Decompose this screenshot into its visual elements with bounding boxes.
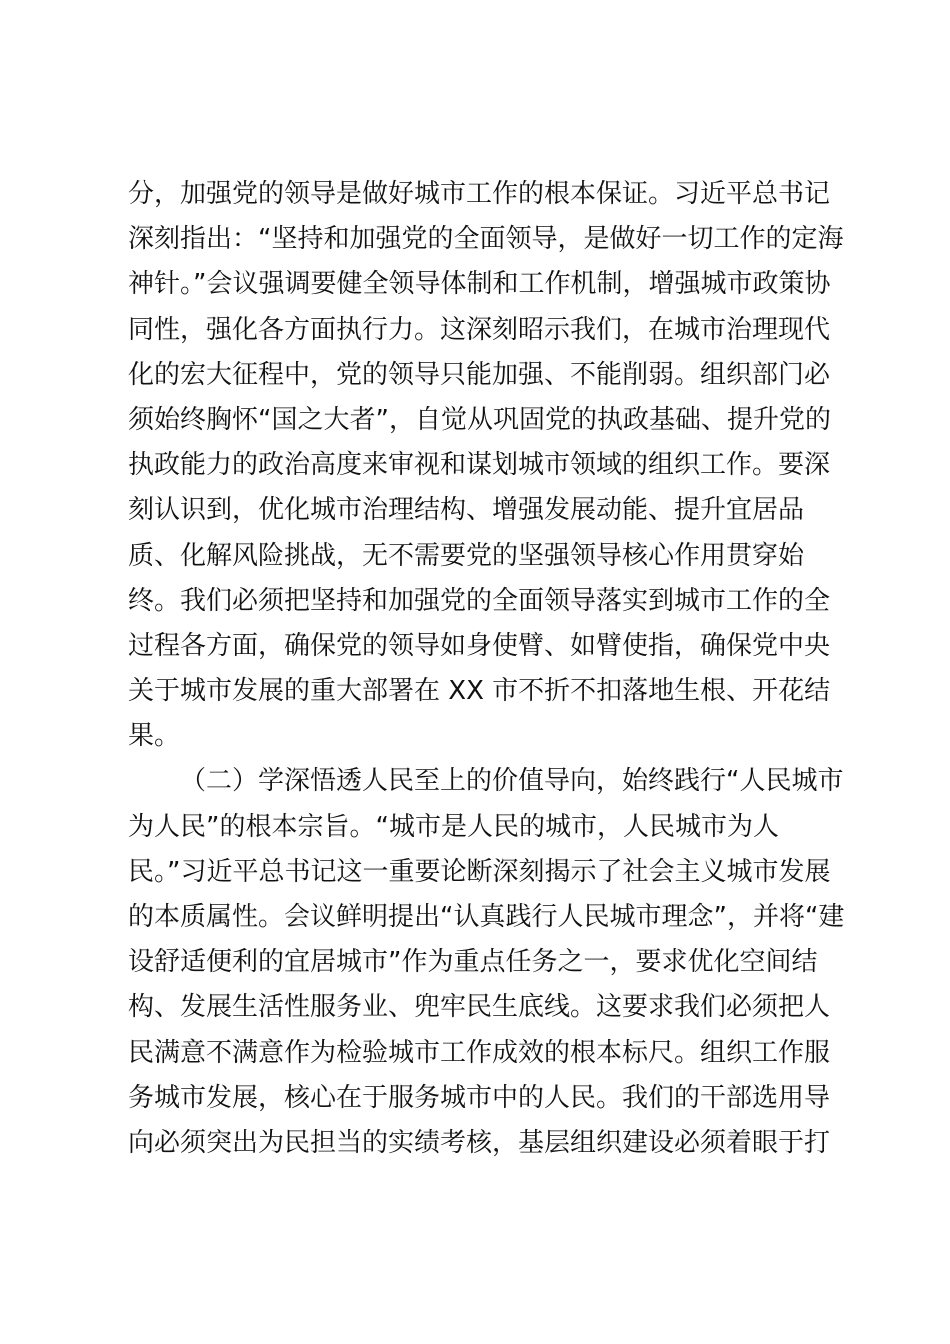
text-line: 质、化解风险挑战，无不需要党的坚强领导核心作用贯穿始: [128, 540, 805, 571]
text-line: 关于城市发展的重大部署在 XX 市不折不扣落地生根、开花结: [128, 676, 831, 707]
text-line: 神针。”会议强调要健全领导体制和工作机制，增强城市政策协: [128, 269, 831, 300]
section-heading-line: （二）学深悟透人民至上的价值导向，始终践行“人民城市: [180, 766, 844, 797]
text-line: 化的宏大征程中，党的领导只能加强、不能削弱。组织部门必: [128, 359, 831, 390]
text-line: 过程各方面，确保党的领导如身使臂、如臂使指，确保党中央: [128, 630, 831, 661]
text-line: 务城市发展，核心在于服务城市中的人民。我们的干部选用导: [128, 1082, 831, 1113]
text-line: 须始终胸怀“国之大者”，自觉从巩固党的执政基础、提升党的: [128, 404, 831, 435]
text-line: 同性，强化各方面执行力。这深刻昭示我们，在城市治理现代: [128, 314, 831, 345]
text-line: 构、发展生活性服务业、兜牢民生底线。这要求我们必须把人: [128, 992, 831, 1023]
text-line: 为人民”的根本宗旨。“城市是人民的城市，人民城市为人: [128, 811, 779, 842]
text-line: 民。”习近平总书记这一重要论断深刻揭示了社会主义城市发展: [128, 856, 831, 887]
text-line: 果。: [128, 721, 181, 752]
body-text: [128, 172, 848, 1166]
text-line: 民满意不满意作为检验城市工作成效的根本标尺。组织工作服: [128, 1037, 831, 1068]
text-line: 设舒适便利的宜居城市”作为重点任务之一，要求优化空间结: [128, 947, 818, 978]
text-line: 的本质属性。会议鲜明提出“认真践行人民城市理念”，并将“建: [128, 902, 845, 932]
text-line: 向必须突出为民担当的实绩考核，基层组织建设必须着眼于打: [128, 1127, 831, 1158]
text-line: 终。我们必须把坚持和加强党的全面领导落实到城市工作的全: [128, 585, 831, 616]
text-line: 分，加强党的领导是做好城市工作的根本保证。习近平总书记: [128, 179, 831, 209]
text-line: 深刻指出：“坚持和加强党的全面领导，是做好一切工作的定海: [128, 224, 844, 255]
text-line: 刻认识到，优化城市治理结构、增强发展动能、提升宜居品: [128, 495, 805, 526]
text-line: 执政能力的政治高度来审视和谋划城市领域的组织工作。要深: [128, 450, 831, 481]
